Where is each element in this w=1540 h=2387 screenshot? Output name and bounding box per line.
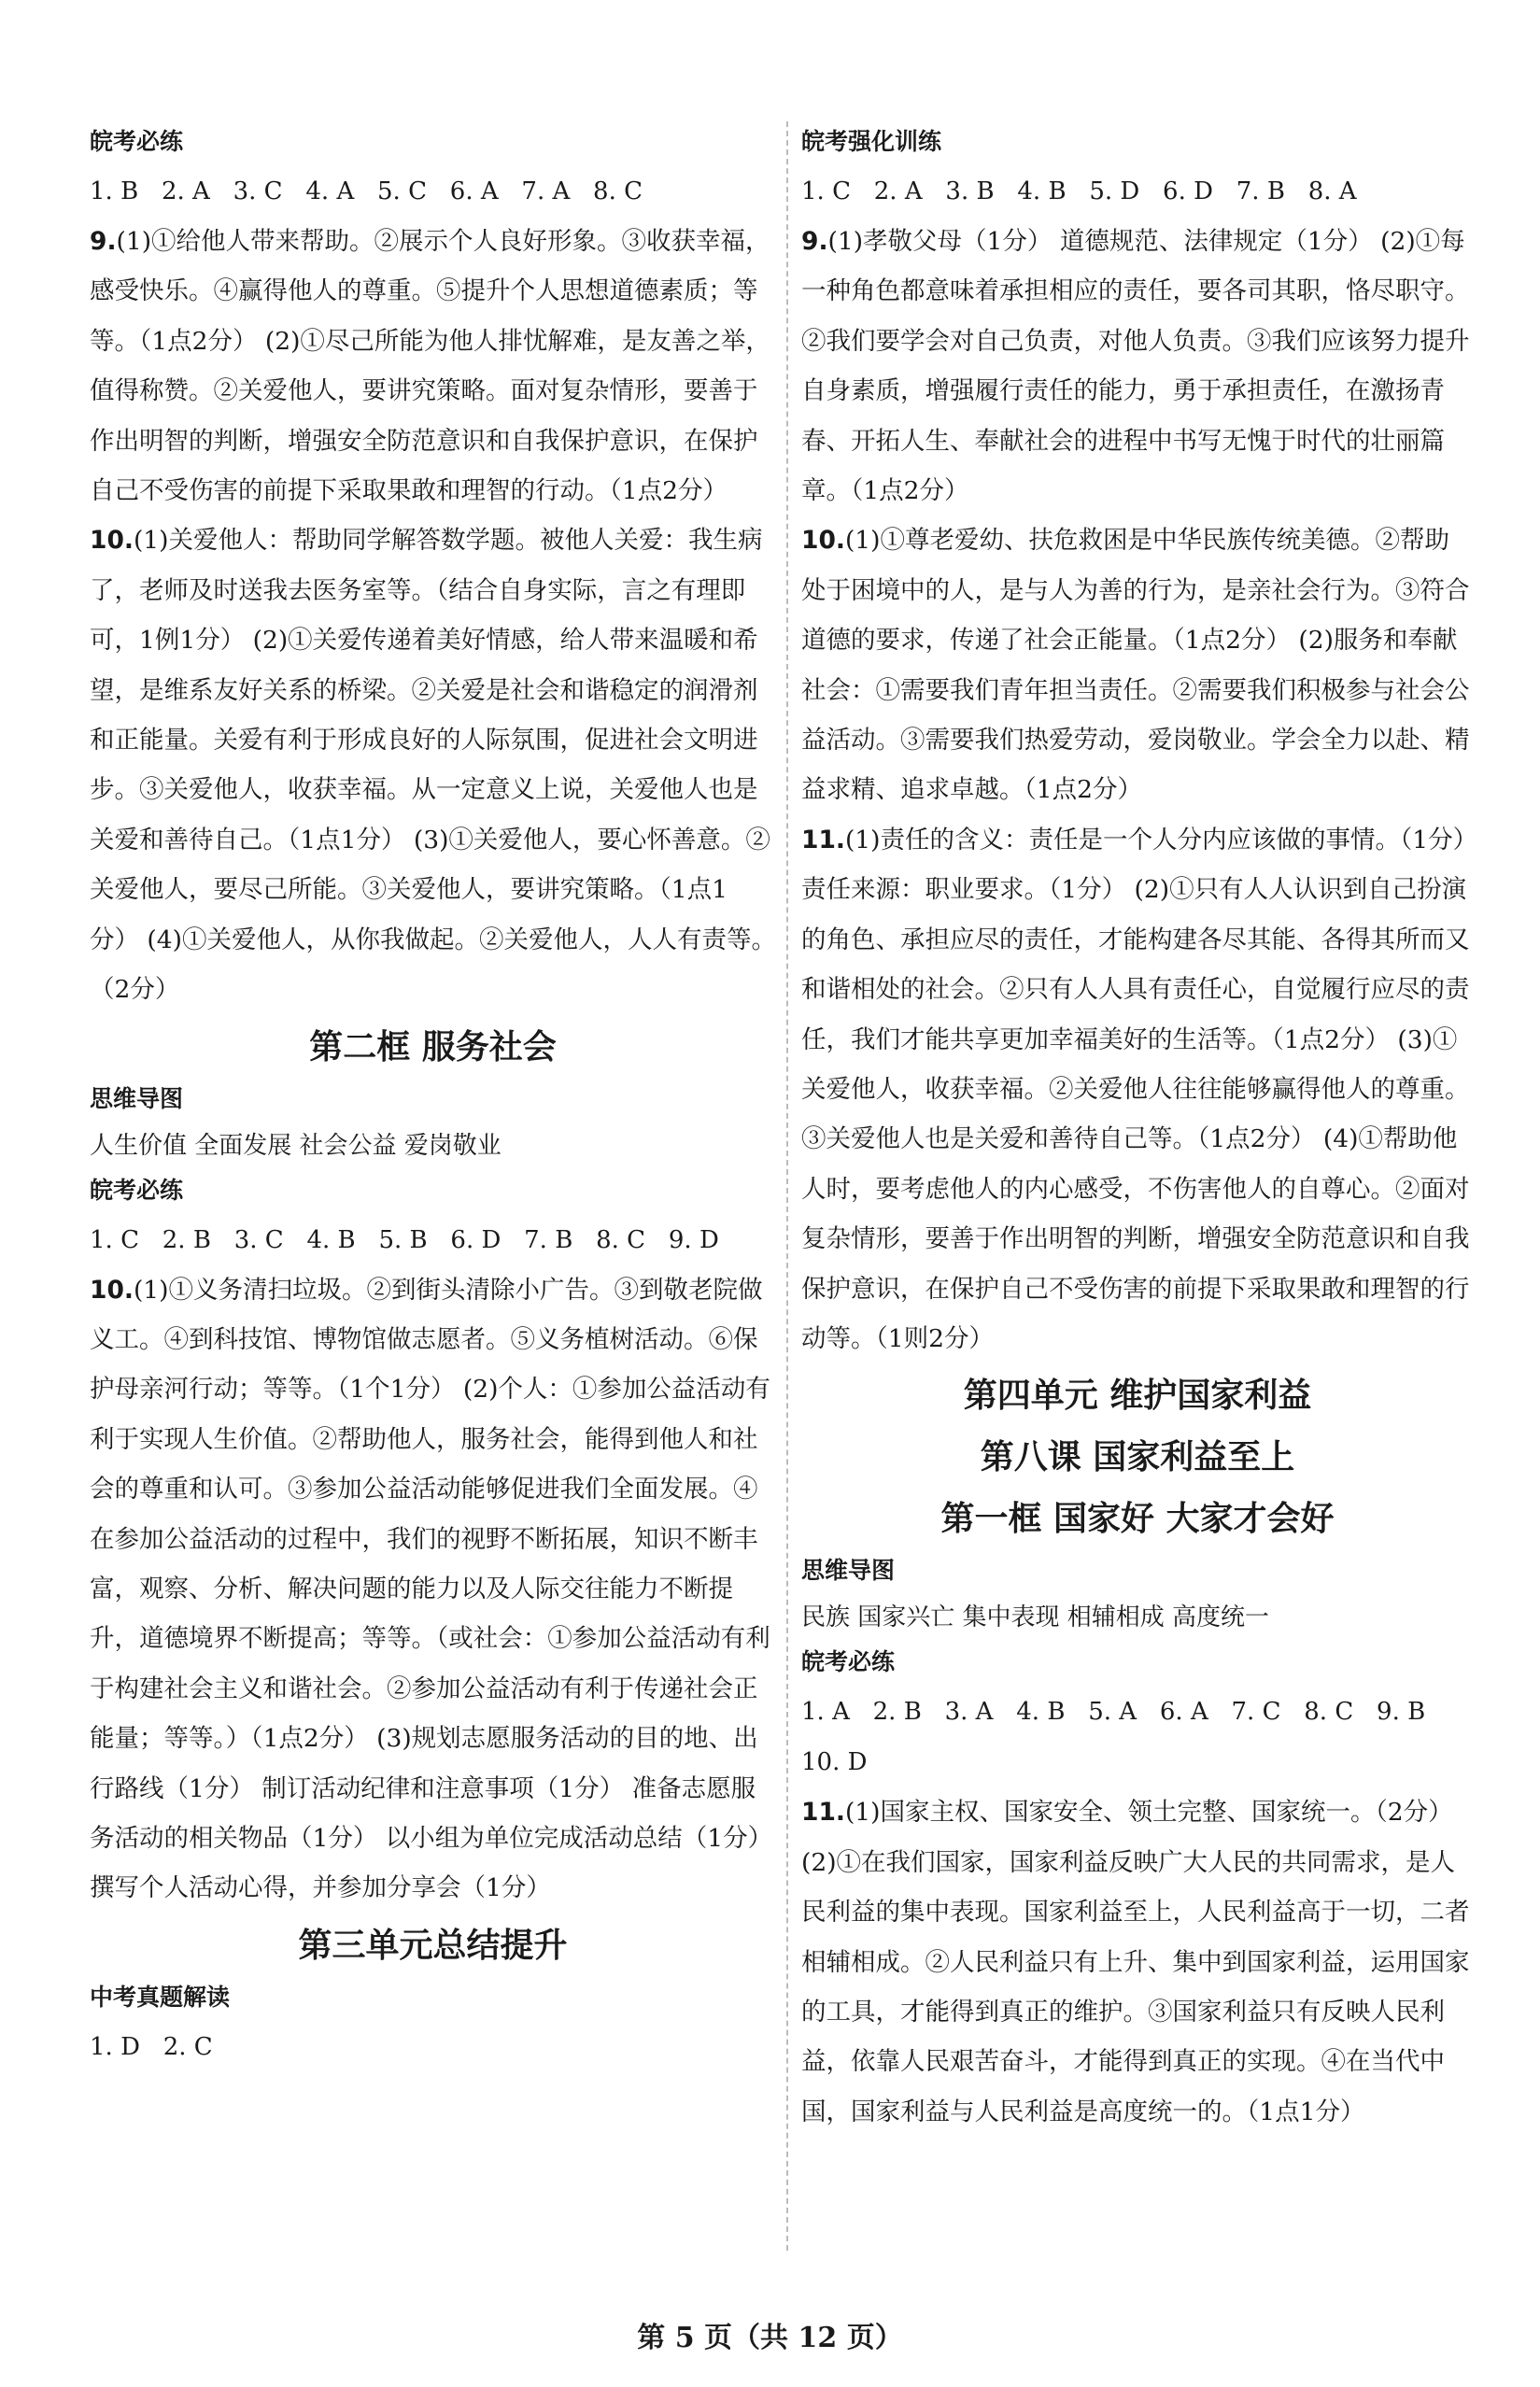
section-title: 皖考必练	[801, 1648, 896, 1676]
lesson-title: 第八课 国家利益至上	[980, 1438, 1295, 1477]
question-number: 9.	[90, 227, 117, 256]
answer-row: 1. D 2. C	[90, 2032, 213, 2061]
question-11	[801, 1787, 1474, 2137]
question-text: (1)①尊老爱幼、扶危救困是中华民族传统美德。②帮助处于困境中的人，是与人为善的行为，是亲社会行为。③符合道德的要求，传递了社会正能量。（1点2分） (2)服务和奉献社会：①需要我们青年担当责任。②需要我们积极参与社会公益活动。③需要我们热爱劳动，爱岗敬业。学会全力以赴、精益求精、追求卓越。（1点2分）	[801, 526, 1470, 805]
question-number: 10.	[90, 526, 134, 556]
mindmap-terms: 民族 国家兴亡 集中表现 相辅相成 高度统一	[801, 1603, 1270, 1632]
question-9	[801, 217, 1474, 516]
question-11	[801, 815, 1474, 1363]
question-text: (1)①给他人带来帮助。②展示个人良好形象。③收获幸福，感受快乐。④赢得他人的尊重。⑤提升个人思想道德素质；等等。（1点2分） (2)①尽己所能为他人排忧解难，是友善之举，值得称赞。②关爱他人，要讲究策略。面对复杂情形，要善于作出明智的判断，增强安全防范意识和自我保护意识，在保护自己不受伤害的前提下采取果敢和理智的行动。（1点2分）	[90, 227, 770, 506]
section-title: 思维导图	[801, 1557, 896, 1585]
question-10	[801, 516, 1474, 814]
question-9	[90, 217, 776, 516]
frame-title: 第二框 服务社会	[309, 1027, 557, 1066]
mindmap-terms: 人生价值 全面发展 社会公益 爱岗敬业	[90, 1131, 502, 1160]
answer-row: 1. B 2. A 3. C 4. A 5. C 6. A 7. A 8. C	[90, 177, 643, 205]
left-column	[90, 120, 776, 2072]
section-title: 思维导图	[90, 1084, 184, 1112]
question-text: (1)国家主权、国家安全、领土完整、国家统一。（2分） (2)①在我们国家，国家利益反映广大人民的共同需求，是人民利益的集中表现。国家利益至上，人民利益高于一切，二者相辅相成。②人民利益只有上升、集中到国家利益，运用国家的工具，才能得到真正的维护。③国家利益只有反映人民利益，依靠人民艰苦奋斗，才能得到真正的实现。④在当代中国，国家利益与人民利益是高度统一的。（1点1分）	[801, 1798, 1470, 2126]
answer-row: 10. D	[801, 1748, 868, 1777]
question-number: 10.	[90, 1275, 134, 1305]
frame-title: 第一框 国家好 大家才会好	[940, 1500, 1335, 1539]
answer-row: 1. C 2. A 3. B 4. B 5. D 6. D 7. B 8. A	[801, 177, 1357, 205]
question-number: 10.	[801, 526, 845, 556]
answer-row: 1. A 2. B 3. A 4. B 5. A 6. A 7. C 8. C 9. B	[801, 1698, 1426, 1727]
question-10	[90, 516, 776, 1014]
right-column	[801, 120, 1474, 2137]
section-title: 皖考必练	[90, 1176, 184, 1204]
question-text: (1)责任的含义：责任是一个人分内应该做的事情。（1分）责任来源：职业要求。（1分） (2)①只有人人认识到自己扮演的角色、承担应尽的责任，才能构建各尽其能、各得其所而又和谐相处的社会。②只有人人具有责任心，自觉履行应尽的责任，我们才能共享更加幸福美好的生活等。（1点2分） (3)①关爱他人，收获幸福。②关爱他人往往能够赢得他人的尊重。③关爱他人也是关爱和善待自己等。（1点2分） (4)①帮助他人时，要考虑他人的内心感受，不伤害他人的自尊心。②面对复杂情形，要善于作出明智的判断，增强安全防范意识和自我保护意识，在保护自己不受伤害的前提下采取果敢和理智的行动等。（1则2分）	[801, 825, 1470, 1353]
section-title: 皖考必练	[90, 128, 184, 155]
unit-title: 第四单元 维护国家利益	[963, 1377, 1312, 1416]
question-number: 11.	[801, 825, 845, 855]
question-text: (1)①义务清扫垃圾。②到街头清除小广告。③到敬老院做义工。④到科技馆、博物馆做志愿者。⑤义务植树活动。⑥保护母亲河行动；等等。（1个1分） (2)个人：①参加公益活动有利于实现人生价值。②帮助他人，服务社会，能得到他人和社会的尊重和认可。③参加公益活动能够促进我们全面发展。④在参加公益活动的过程中，我们的视野不断拓展，知识不断丰富，观察、分析、解决问题的能力以及人际交往能力不断提升，道德境界不断提高；等等。（或社会：①参加公益活动有利于构建社会主义和谐社会。②参加公益活动有利于传递社会正能量；等等。）（1点2分） (3)规划志愿服务活动的目的地、出行路线（1分） 制订活动纪律和注意事项（1分） 准备志愿服务活动的相关物品（1分） 以小组为单位完成活动总结（1分） 撰写个人活动心得，并参加分享会（1分）	[90, 1275, 773, 1903]
answer-row: 1. C 2. B 3. C 4. B 5. B 6. D 7. B 8. C 9. D	[90, 1225, 719, 1254]
section-title: 中考真题解读	[90, 1983, 231, 2011]
question-text: (1)关爱他人：帮助同学解答数学题。被他人关爱：我生病了，老师及时送我去医务室等。（结合自身实际，言之有理即可，1例1分） (2)①关爱传递着美好情感，给人带来温暖和希望，是维系友好关系的桥梁。②关爱是社会和谐稳定的润滑剂和正能量。关爱有利于形成良好的人际氛围，促进社会文明进步。③关爱他人，收获幸福。从一定意义上说，关爱他人也是关爱和善待自己。（1点1分） (3)①关爱他人，要心怀善意。②关爱他人，要尽己所能。③关爱他人，要讲究策略。（1点1分） (4)①关爱他人，从你我做起。②关爱他人，人人有责等。（2分）	[90, 526, 776, 1005]
section-title: 皖考强化训练	[801, 128, 942, 155]
question-10	[90, 1265, 776, 1914]
unit-summary-title: 第三单元总结提升	[298, 1926, 568, 1965]
column-divider	[786, 121, 788, 2251]
question-text: (1)孝敬父母（1分） 道德规范、法律规定（1分） (2)①每一种角色都意味着承担相应的责任，要各司其职，恪尽职守。②我们要学会对自己负责，对他人负责。③我们应该努力提升自身素质，增强履行责任的能力，勇于承担责任，在激扬青春、开拓人生、奉献社会的进程中书写无愧于时代的壮丽篇章。（1点2分）	[801, 227, 1470, 506]
question-number: 11.	[801, 1798, 845, 1828]
page-footer: 第 5 页（共 12 页）	[637, 2322, 903, 2354]
question-number: 9.	[801, 227, 828, 256]
